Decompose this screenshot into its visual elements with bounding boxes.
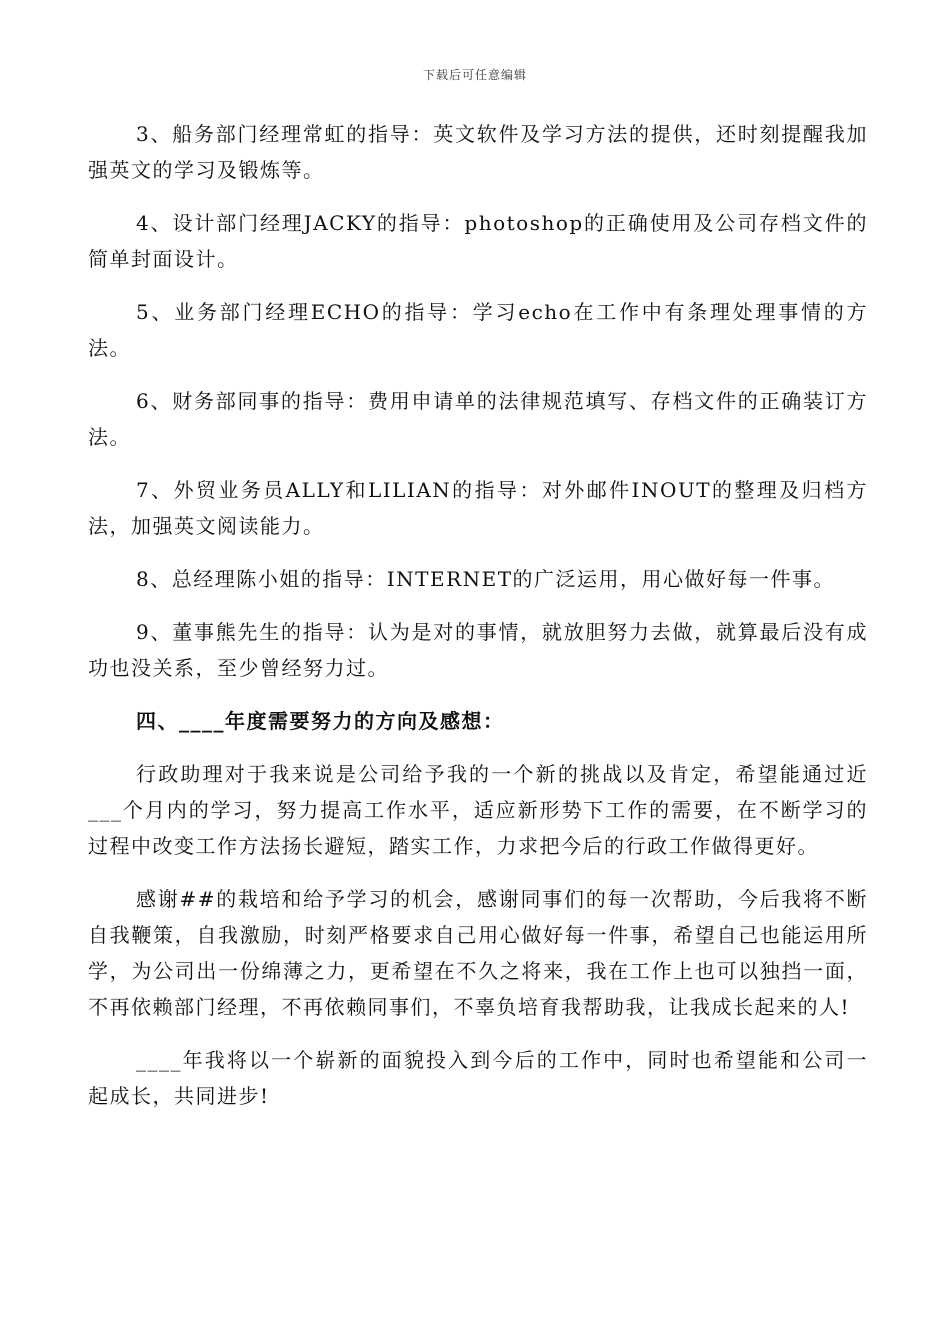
guidance-item-6: 6、财务部同事的指导：费用申请单的法律规范填写、存档文件的正确装订方法。 xyxy=(88,389,868,449)
guidance-item-5: 5、业务部门经理ECHO的指导：学习echo在工作中有条理处理事情的方法。 xyxy=(88,300,868,360)
section-paragraph-3: ____年我将以一个崭新的面貌投入到今后的工作中，同时也希望能和公司一起成长，共同进步! xyxy=(88,1048,868,1108)
section-paragraph-1: 行政助理对于我来说是公司给予我的一个新的挑战以及肯定，希望能通过近___个月内的学习，努力提高工作水平，适应新形势下工作的需要，在不断学习的过程中改变工作方法扬长避短，踏实工作，力求把今后的行政工作做得更好。 xyxy=(88,762,868,858)
guidance-item-4: 4、设计部门经理JACKY的指导：photoshop的正确使用及公司存档文件的简单封面设计。 xyxy=(88,211,868,271)
guidance-item-7: 7、外贸业务员ALLY和LILIAN的指导：对外邮件INOUT的整理及归档方法，加强英文阅读能力。 xyxy=(88,478,868,538)
guidance-item-3: 3、船务部门经理常虹的指导：英文软件及学习方法的提供，还时刻提醒我加强英文的学习及锻炼等。 xyxy=(88,122,868,182)
guidance-item-9: 9、董事熊先生的指导：认为是对的事情，就放胆努力去做，就算最后没有成功也没关系，至少曾经努力过。 xyxy=(88,620,868,680)
document-body xyxy=(88,116,868,1131)
section-paragraph-2: 感谢##的栽培和给予学习的机会，感谢同事们的每一次帮助，今后我将不断自我鞭策，自我激励，时刻严格要求自己用心做好每一件事，希望自己也能运用所学，为公司出一份绵薄之力，更希望在不久之将来，我在工作上也可以独挡一面，不再依赖部门经理，不再依赖同事们，不辜负培育我帮助我，让我成长起来的人! xyxy=(88,887,868,1019)
header-note: 下载后可任意编辑 xyxy=(422,68,527,82)
section-heading: 四、____年度需要努力的方向及感想： xyxy=(136,709,505,733)
guidance-item-8: 8、总经理陈小姐的指导：INTERNET的广泛运用，用心做好每一件事。 xyxy=(136,567,836,591)
